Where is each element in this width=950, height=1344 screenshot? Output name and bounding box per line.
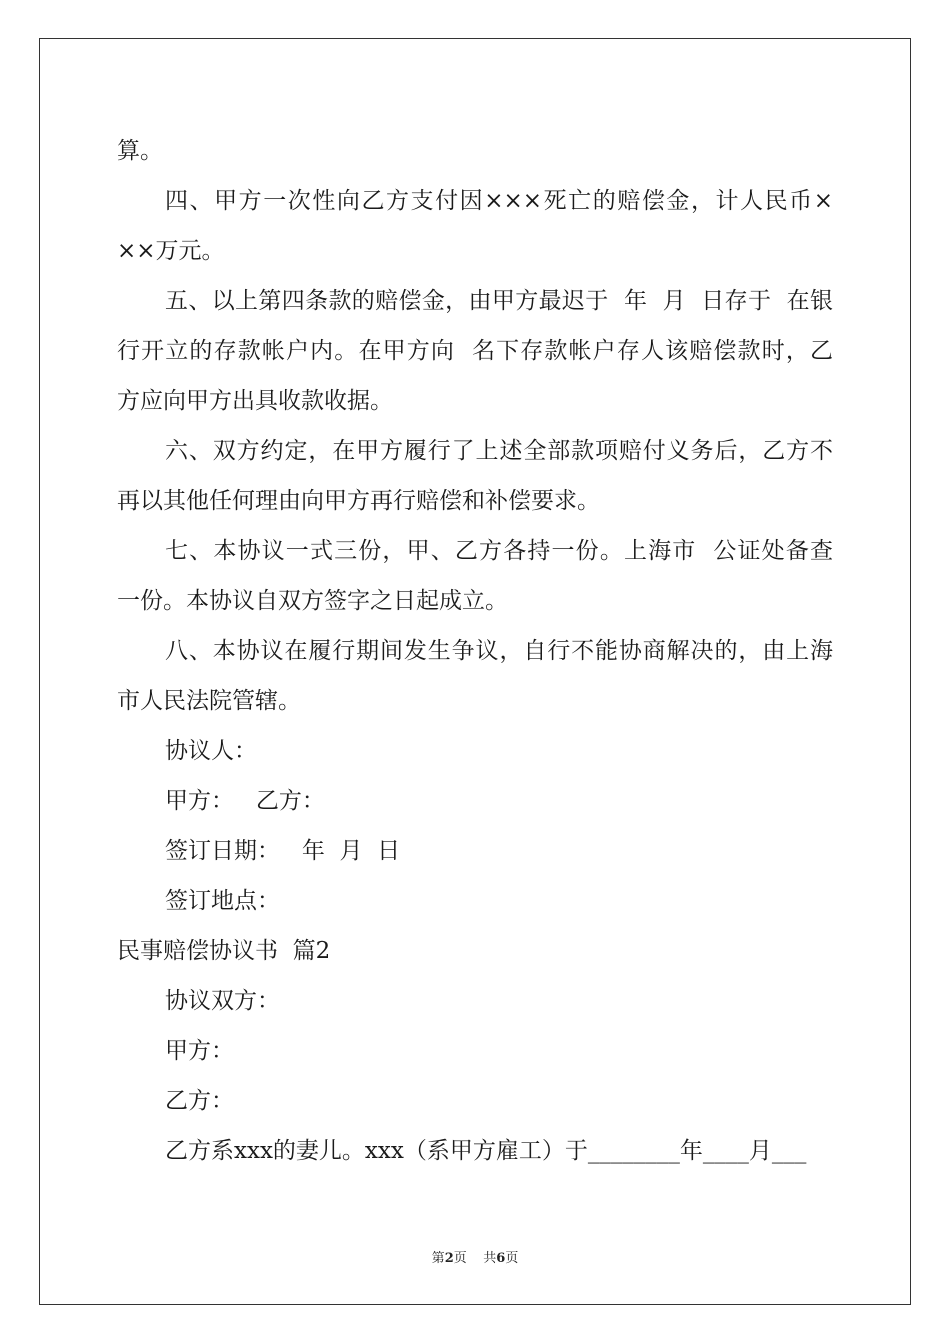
text-line: 五、以上第四条款的赔偿金，由甲方最迟于 年 月 日存于 在银 — [165, 288, 833, 314]
text-line: 六、双方约定，在甲方履行了上述全部款项赔付义务后，乙方不 — [165, 438, 833, 464]
signing-date: 签订日期： 年 月 日 — [165, 838, 401, 864]
text-line: 算。 — [117, 138, 163, 164]
text-line: 一份。本协议自双方签字之日起成立。 — [117, 588, 508, 614]
text-line: 协议双方： — [165, 988, 280, 1014]
text-line: 行开立的存款帐户内。在甲方向 名下存款帐户存人该赔偿款时，乙 — [117, 338, 833, 364]
text-line: 七、本协议一式三份，甲、乙方各持一份。上海市 公证处备查 — [165, 538, 833, 564]
page-prefix: 第 — [431, 1251, 445, 1266]
document-body — [117, 126, 833, 1176]
text-line: 八、本协议在履行期间发生争议，自行不能协商解决的，由上海 — [165, 638, 833, 664]
text-line: 四、甲方一次性向乙方支付因×××死亡的赔偿金，计人民币× — [165, 188, 833, 214]
signatories-label: 协议人： — [165, 738, 257, 764]
party-b-label: 乙方： — [165, 1088, 234, 1114]
text-line: ××万元。 — [117, 238, 225, 264]
total-pages: 6 — [496, 1251, 506, 1266]
text-line: 乙方系xxx的妻儿。xxx（系甲方雇工）于________年____月___ — [165, 1138, 807, 1164]
parties-line: 甲方： 乙方： — [165, 788, 325, 814]
page-mid: 页 共 — [453, 1251, 497, 1266]
page-number — [0, 1247, 950, 1266]
page-suffix: 页 — [505, 1251, 519, 1266]
text-line: 再以其他任何理由向甲方再行赔偿和补偿要求。 — [117, 488, 600, 514]
current-page: 2 — [444, 1251, 454, 1266]
text-line: 市人民法院管辖。 — [117, 688, 301, 714]
signing-place: 签订地点： — [165, 888, 280, 914]
section-heading: 民事赔偿协议书 篇2 — [117, 938, 331, 964]
party-a-label: 甲方： — [165, 1038, 234, 1064]
text-line: 方应向甲方出具收款收据。 — [117, 388, 393, 414]
